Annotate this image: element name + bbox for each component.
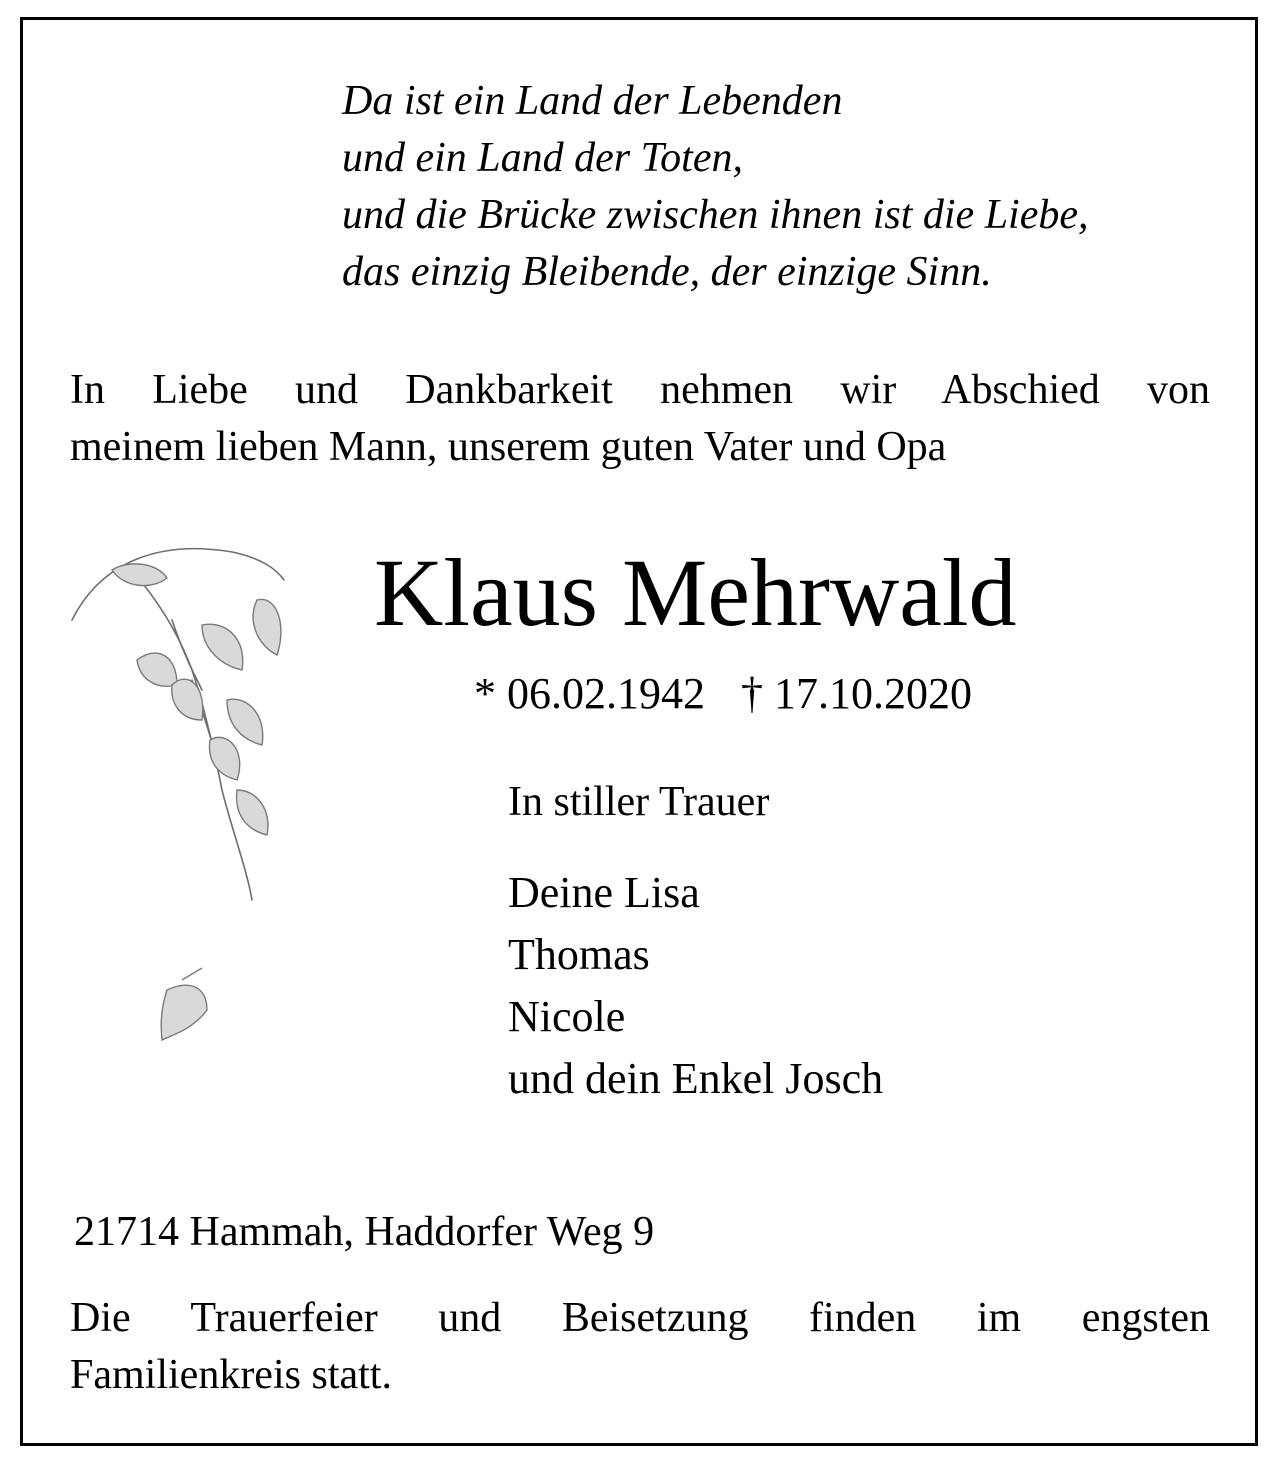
poem-line: und die Brücke zwischen ihnen ist die Liebe, — [342, 192, 1089, 238]
birth-date: * 06.02.1942 — [474, 669, 705, 718]
farewell-line: In Liebe und Dankbarkeit nehmen wir Abschied von — [70, 367, 1210, 413]
life-dates — [474, 666, 972, 722]
mourners-list — [508, 862, 883, 1110]
mourner-name: Thomas — [508, 930, 650, 979]
poem-line: und ein Land der Toten, — [342, 135, 743, 181]
mourner-name: Deine Lisa — [508, 868, 700, 917]
mourner-name: und dein Enkel Josch — [508, 1054, 884, 1103]
mourning-phrase: In stiller Trauer — [508, 779, 770, 825]
mourner-name: Nicole — [508, 992, 626, 1041]
birch-branch-icon — [62, 540, 302, 1060]
farewell-line: meinem lieben Mann, unserem guten Vater und Opa — [70, 424, 947, 470]
poem — [342, 73, 1089, 301]
funeral-note-line: Familienkreis statt. — [70, 1352, 392, 1398]
poem-line: das einzig Bleibende, der einzige Sinn. — [342, 249, 992, 295]
farewell-text — [70, 362, 1210, 476]
funeral-note — [70, 1290, 1210, 1404]
funeral-note-line: Die Trauerfeier und Beisetzung finden im engsten — [70, 1295, 1210, 1341]
poem-line: Da ist ein Land der Lebenden — [342, 78, 843, 124]
deceased-name: Klaus Mehrwald — [374, 539, 1017, 646]
address: 21714 Hammah, Haddorfer Weg 9 — [74, 1209, 655, 1255]
death-date: † 17.10.2020 — [741, 669, 972, 718]
